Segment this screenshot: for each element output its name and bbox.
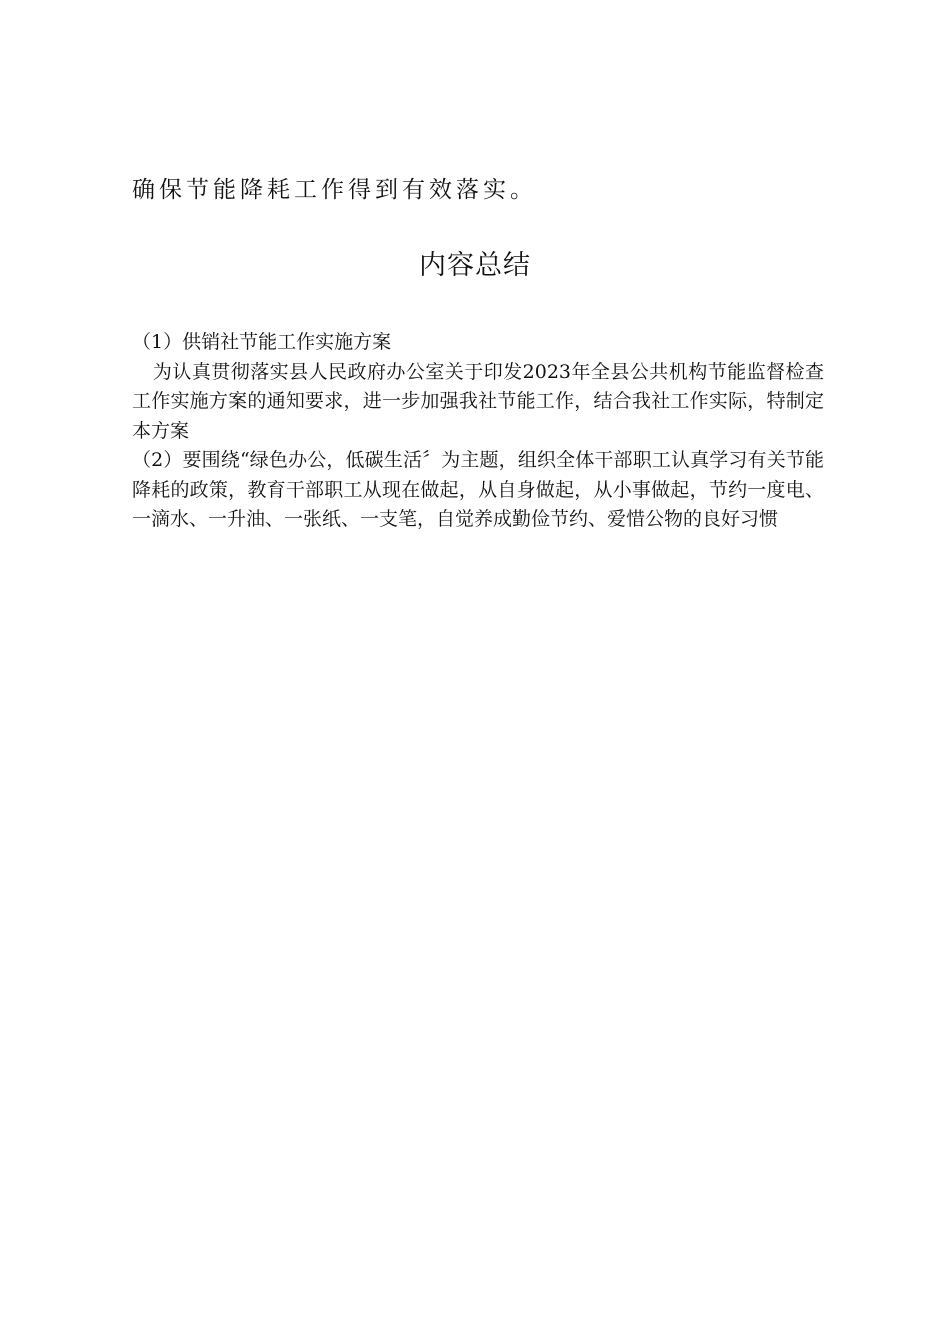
continuation-paragraph: 确保节能降耗工作得到有效落实。 bbox=[132, 177, 537, 203]
summary-item-2-text: （2）要围绕“绿色办公，低碳生活〞为主题，组织全体干部职工认真学习有关节能降耗的政策，教育干部职工从现在做起，从自身做起，从小事做起，节约一度电、一滴水、一升油、一张纸、一支笔，自觉养成勤俭节约、爱惜公物的良好习惯 bbox=[132, 449, 824, 530]
summary-heading: 内容总结 bbox=[419, 250, 531, 281]
summary-body bbox=[132, 328, 824, 535]
summary-item-1-text: 为认真贯彻落实县人民政府办公室关于印发2023年全县公共机构节能监督检查工作实施方案的通知要求，进一步加强我社节能工作，结合我社工作实际，特制定本方案 bbox=[132, 360, 824, 442]
summary-item-1-heading: （1）供销社节能工作实施方案 bbox=[132, 331, 392, 353]
